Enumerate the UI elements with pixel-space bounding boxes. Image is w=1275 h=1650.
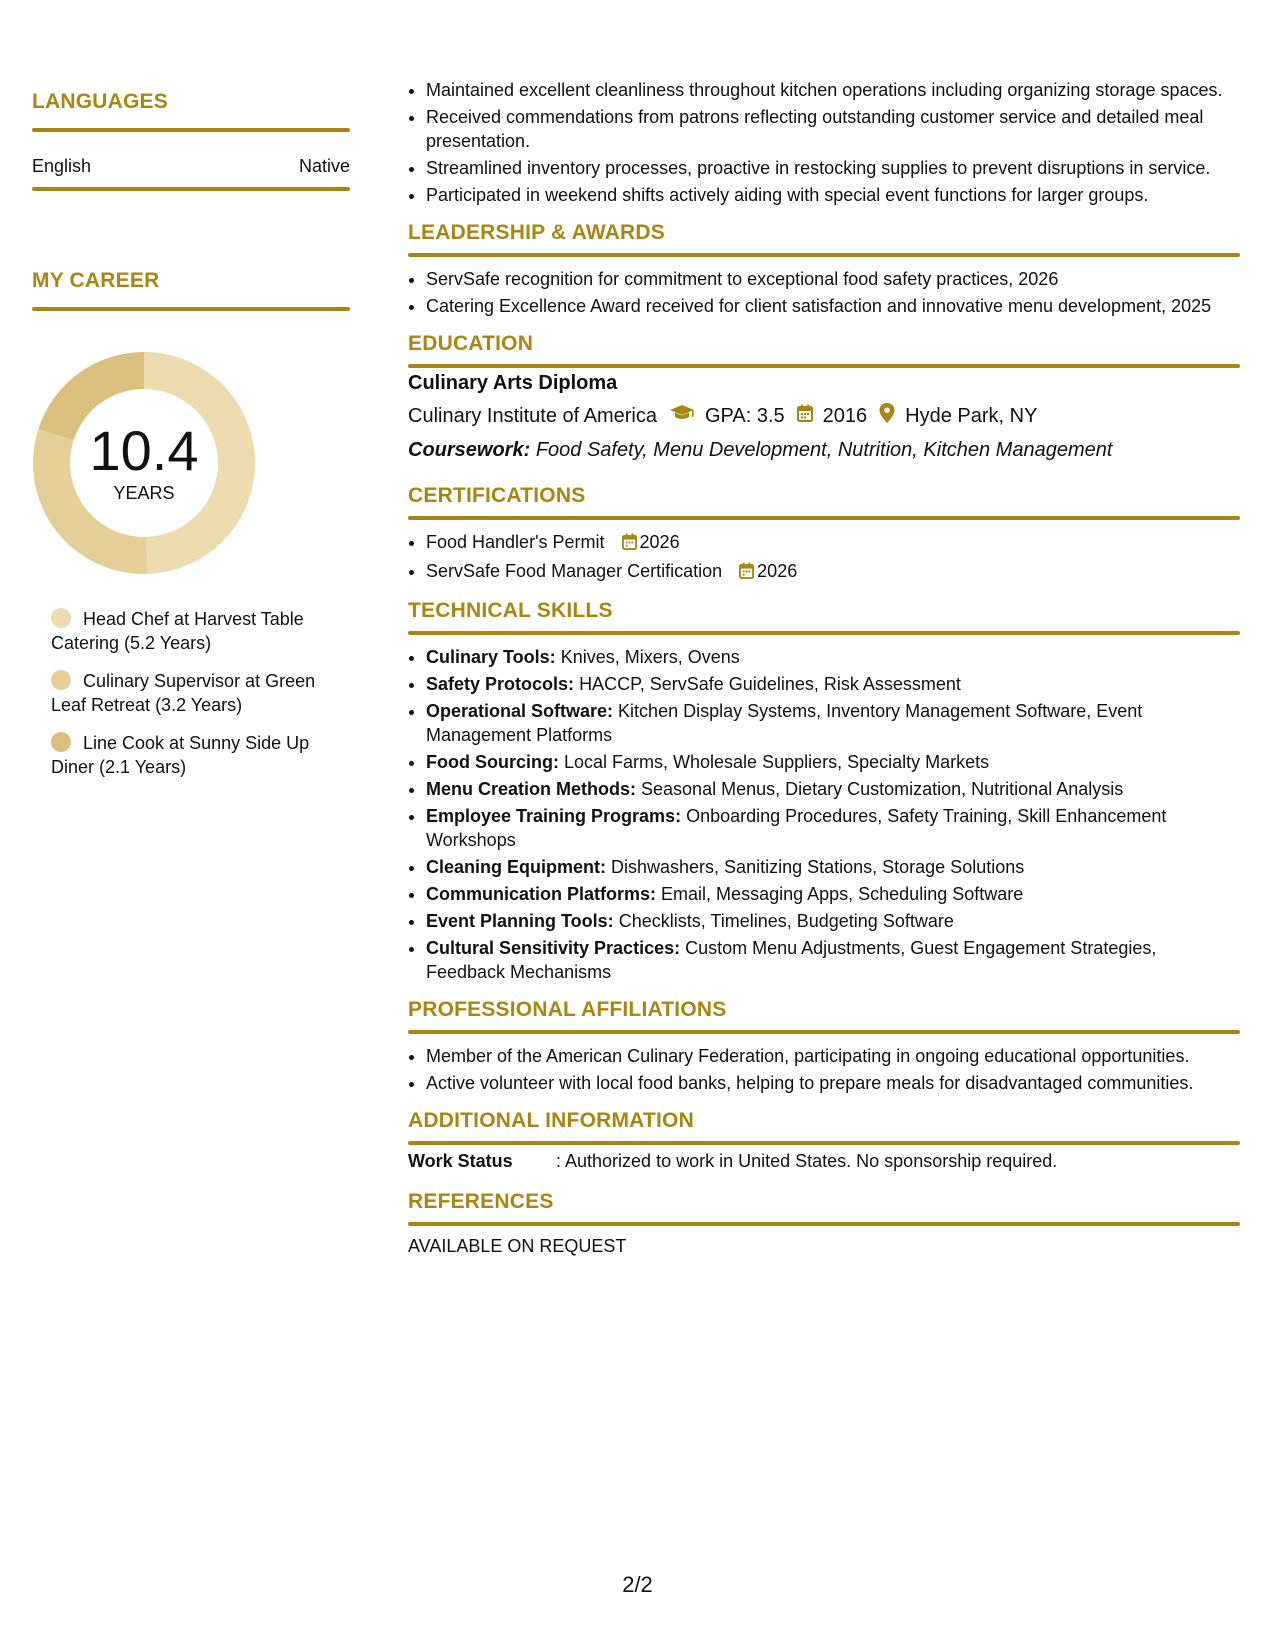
graduation-cap-icon: [669, 404, 695, 428]
skill-label: Menu Creation Methods:: [426, 779, 636, 799]
award-item: • Catering Excellence Award received for client satisfaction and innovative menu development, 2025: [426, 294, 1240, 318]
calendar-icon: [797, 404, 813, 428]
affiliations-title: PROFESSIONAL AFFILIATIONS: [408, 998, 727, 1021]
language-name: English: [32, 156, 92, 176]
experience-bullets: [408, 78, 1240, 207]
certification-date: [739, 561, 797, 581]
skill-value: Seasonal Menus, Dietary Customization, Nutritional Analysis: [641, 779, 1124, 799]
certification-year: 2026: [639, 532, 680, 552]
left-column: [32, 90, 350, 311]
skill-value: Onboarding Procedures, Safety Training, Skill Enhancement Workshops: [426, 806, 1167, 850]
affiliations-section: [408, 998, 1240, 1095]
skill-value: Local Farms, Wholesale Suppliers, Specialty Markets: [564, 752, 990, 772]
skill-label: Cleaning Equipment:: [426, 857, 606, 877]
skill-item: [426, 699, 1240, 747]
experience-bullet: • Maintained excellent cleanliness throughout kitchen operations including organizing storage spaces.: [426, 78, 1240, 102]
calendar-icon: [622, 532, 637, 556]
career-legend: [51, 607, 341, 793]
career-total-years: 10.4: [89, 418, 199, 482]
skill-value: Custom Menu Adjustments, Guest Engagement Strategies, Feedback Mechanisms: [426, 938, 1157, 982]
additional-info-title: ADDITIONAL INFORMATION: [408, 1109, 694, 1132]
career-title: MY CAREER: [32, 269, 160, 292]
experience-bullet: • Participated in weekend shifts actively aiding with special event functions for larger groups.: [426, 183, 1240, 207]
work-status-label: Work Status: [408, 1151, 513, 1171]
affiliation-item: • Member of the American Culinary Federation, participating in ongoing educational opportunities.: [426, 1044, 1240, 1068]
education-title: EDUCATION: [408, 332, 534, 355]
calendar-icon: [739, 561, 754, 585]
affiliation-item: • Active volunteer with local food banks, helping to prepare meals for disadvantaged communities.: [426, 1071, 1240, 1095]
skill-item: [426, 804, 1240, 852]
right-column: [408, 78, 1240, 1257]
award-item: • ServSafe recognition for commitment to exceptional food safety practices, 2026: [426, 267, 1240, 291]
skill-label: Communication Platforms:: [426, 884, 657, 904]
legend-dot: [51, 608, 71, 628]
references-section: [408, 1190, 1240, 1257]
certification-name: Food Handler's Permit: [426, 532, 605, 552]
skill-label: Safety Protocols:: [426, 674, 575, 694]
school-name: Culinary Institute of America: [408, 404, 657, 427]
school-location: Hyde Park, NY: [905, 404, 1038, 427]
skill-value: Knives, Mixers, Ovens: [560, 647, 740, 667]
language-level: Native: [298, 156, 350, 176]
experience-bullet: • Streamlined inventory processes, proactive in restocking supplies to prevent disruptions in service.: [426, 156, 1240, 180]
location-pin-icon: [879, 403, 895, 429]
skill-label: Employee Training Programs:: [426, 806, 682, 826]
certification-date: [622, 532, 680, 552]
graduation-year: 2016: [822, 404, 868, 427]
career-item-text: Line Cook at Sunny Side Up Diner (2.1 Years): [51, 733, 310, 777]
skill-value: Dishwashers, Sanitizing Stations, Storage Solutions: [611, 857, 1025, 877]
certifications-title: CERTIFICATIONS: [408, 484, 586, 507]
skill-item: [426, 672, 1240, 696]
skill-label: Operational Software:: [426, 701, 614, 721]
certification-item: [426, 530, 1240, 556]
languages-bottom-rule: [32, 187, 350, 191]
skill-item: [426, 750, 1240, 774]
languages-title: LANGUAGES: [32, 90, 168, 113]
skill-item: [426, 777, 1240, 801]
career-rule: [32, 307, 350, 311]
career-item-text: Head Chef at Harvest Table Catering (5.2 Years): [51, 609, 304, 653]
certification-name: ServSafe Food Manager Certification: [426, 561, 723, 581]
skill-value: Kitchen Display Systems, Inventory Management Software, Event Management Platforms: [426, 701, 1143, 745]
skill-label: Cultural Sensitivity Practices:: [426, 938, 681, 958]
work-status-row: [408, 1151, 1240, 1172]
career-item: [51, 731, 341, 779]
donut-center: [33, 352, 255, 574]
coursework-label: Coursework:: [408, 439, 531, 461]
skill-item: [426, 855, 1240, 879]
affiliations-rule: [408, 1030, 1240, 1034]
work-status-value: : Authorized to work in United States. No sponsorship required.: [556, 1151, 1058, 1171]
languages-rule: [32, 128, 350, 132]
skills-title: TECHNICAL SKILLS: [408, 599, 613, 622]
career-years-unit: YEARS: [113, 482, 175, 503]
references-text: AVAILABLE ON REQUEST: [408, 1236, 627, 1256]
language-row: [32, 156, 350, 177]
legend-dot: [51, 670, 71, 690]
skill-value: HACCP, ServSafe Guidelines, Risk Assessment: [579, 674, 961, 694]
career-item: [51, 607, 341, 655]
career-item-text: Culinary Supervisor at Green Leaf Retreat (3.2 Years): [51, 671, 316, 715]
skill-label: Event Planning Tools:: [426, 911, 614, 931]
legend-dot: [51, 732, 71, 752]
coursework: [408, 439, 1240, 462]
skill-item: [426, 909, 1240, 933]
certifications-rule: [408, 516, 1240, 520]
page-number: 2/2: [622, 1572, 653, 1597]
experience-bullet: • Received commendations from patrons reflecting outstanding customer service and detailed meal presentation.: [426, 105, 1240, 153]
education-rule: [408, 364, 1240, 368]
certifications-section: [408, 484, 1240, 585]
skill-value: Checklists, Timelines, Budgeting Software: [618, 911, 954, 931]
skill-item: [426, 645, 1240, 669]
references-title: REFERENCES: [408, 1190, 554, 1213]
skill-item: [426, 936, 1240, 984]
certification-year: 2026: [757, 561, 798, 581]
references-rule: [408, 1222, 1240, 1226]
leadership-rule: [408, 253, 1240, 257]
degree-name: Culinary Arts Diploma: [408, 372, 618, 394]
additional-info-section: [408, 1109, 1240, 1172]
leadership-title: LEADERSHIP & AWARDS: [408, 221, 665, 244]
career-item: [51, 669, 341, 717]
additional-info-rule: [408, 1141, 1240, 1145]
skills-rule: [408, 631, 1240, 635]
skill-item: [426, 882, 1240, 906]
certification-item: [426, 559, 1240, 585]
education-section: [408, 332, 1240, 462]
career-donut-chart: [33, 352, 255, 574]
gpa: GPA: 3.5: [705, 404, 785, 427]
leadership-section: [408, 221, 1240, 318]
skill-label: Food Sourcing:: [426, 752, 559, 772]
skills-section: [408, 599, 1240, 984]
skill-value: Email, Messaging Apps, Scheduling Software: [661, 884, 1024, 904]
coursework-list: Food Safety, Menu Development, Nutrition, Kitchen Management: [535, 439, 1113, 461]
education-details: [408, 403, 1240, 429]
skill-label: Culinary Tools:: [426, 647, 556, 667]
